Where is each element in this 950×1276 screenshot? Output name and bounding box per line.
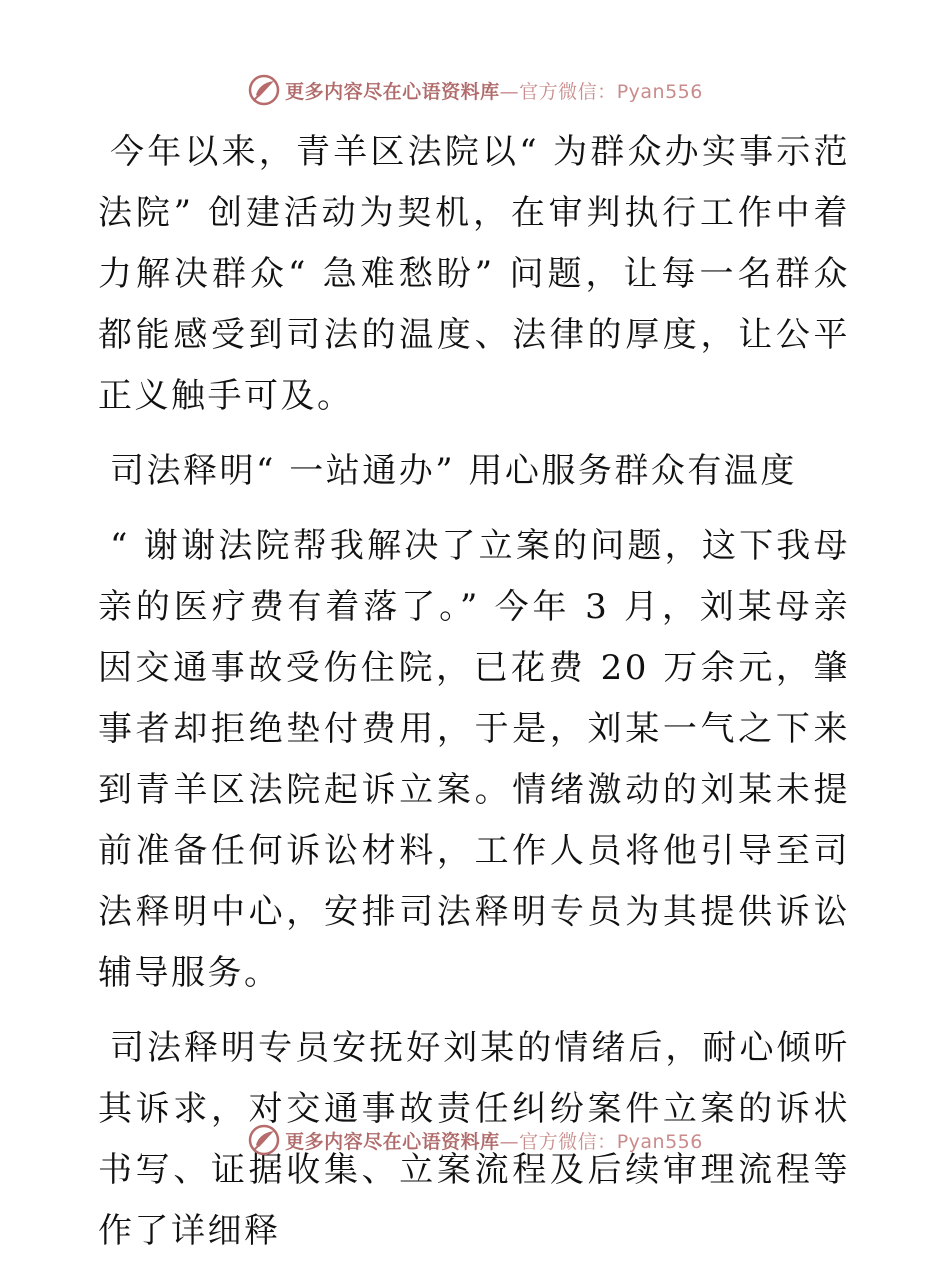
article-section-heading: 司法释明“ 一站通办” 用心服务群众有温度: [110, 451, 797, 491]
watermark-wechat-id: Pyan556: [616, 1130, 703, 1153]
article-paragraph: 今年以来，青羊区法院以“ 为群众办实事示范法院” 创建活动为契机，在审判执行工作中着力解决群众“ 急难愁盼” 问题，让每一名群众都能感受到司法的温度、法律的厚度，让公平正义触手可及。: [98, 132, 850, 416]
article-body: [98, 122, 850, 1276]
watermark-wechat-label: 官方微信：: [519, 80, 617, 103]
watermark-site-text: 更多内容尽在心语资料库: [285, 80, 500, 103]
watermark-wechat-label: 官方微信：: [519, 1130, 617, 1153]
article-paragraph: “ 谢谢法院帮我解决了立案的问题，这下我母亲的医疗费有着落了。” 今年 3 月，刘某母亲因交通事故受伤住院，已花费 20 万余元，肇事者却拒绝垫付费用，于是，刘某一气之下来到青羊区法院起诉立案。情绪激动的刘某未提前准备任何诉讼材料，工作人员将他引导至司法释明中心，安排司法释明专员为其提供诉讼辅导服务。: [98, 526, 850, 993]
watermark-text: [285, 77, 703, 104]
watermark-separator: —: [499, 1130, 520, 1153]
watermark-banner-bottom: [0, 1120, 950, 1160]
article-paragraph: 司法释明专员安抚好刘某的情绪后，耐心倾听其诉求，对交通事故责任纠纷案件立案的诉状书写、证据收集、立案流程及后续审理流程等作了详细释: [98, 1028, 850, 1251]
watermark-text: [285, 1127, 703, 1154]
watermark-site-text: 更多内容尽在心语资料库: [285, 1130, 500, 1153]
brand-logo-icon: [247, 1123, 281, 1157]
watermark-banner-top: [0, 70, 950, 110]
watermark-separator: —: [499, 80, 520, 103]
watermark-wechat-id: Pyan556: [616, 80, 703, 103]
brand-logo-icon: [247, 73, 281, 107]
